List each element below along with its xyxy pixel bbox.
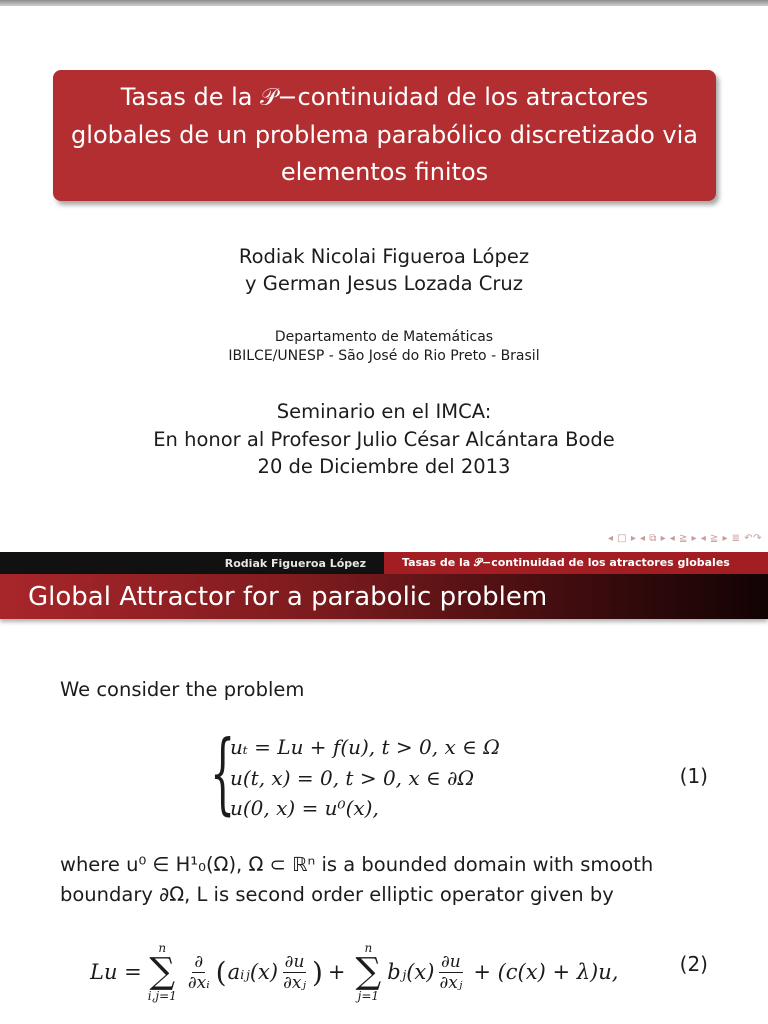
coefficient-a: aᵢⱼ(x) [227, 960, 279, 984]
fraction-numerator: ∂ [194, 951, 204, 972]
event-line: 20 de Diciembre del 2013 [257, 455, 511, 478]
title-line: globales de un problema parabólico discretizado via [71, 120, 698, 149]
sum-lower: i,j=1 [147, 989, 177, 1003]
header-author: Rodiak Figueroa López [0, 552, 384, 574]
sum-upper: n [364, 941, 373, 955]
header-short-title: Tasas de la 𝒫−continuidad de los atractores globales [384, 552, 768, 574]
fraction-denominator: ∂xᵢ [187, 972, 210, 993]
intro-text: We consider the problem [60, 678, 305, 701]
event-line: En honor al Profesor Julio César Alcántara Bode [153, 427, 615, 451]
sigma-symbol: ∑ [355, 951, 382, 992]
sum-upper: n [158, 941, 167, 955]
system-line: uₜ = Lu + f(u), t > 0, x ∈ Ω [230, 735, 500, 759]
fraction-denominator: ∂xⱼ [439, 972, 463, 993]
where-line: boundary ∂Ω, L is second order elliptic operator given by [60, 883, 614, 906]
open-paren: ( [215, 955, 227, 989]
plus-sign: + [327, 960, 346, 984]
top-border [0, 0, 768, 6]
summation-1 [148, 941, 177, 1003]
eq2-lhs: Lu = [90, 960, 142, 984]
du-fraction [437, 952, 464, 993]
system-line: u(0, x) = u⁰(x), [230, 796, 379, 820]
event-line: Seminario en el IMCA: [276, 400, 492, 423]
author-line: Rodiak Nicolai Figueroa López [238, 245, 530, 268]
partial-fraction [186, 952, 212, 993]
content-slide [0, 552, 768, 1024]
frame-title: Global Attractor for a parabolic problem [0, 574, 768, 619]
fraction-numerator: ∂u [441, 951, 461, 972]
title-box [53, 70, 716, 201]
equation-number-1: (1) [679, 764, 708, 788]
sum-lower: j=1 [357, 989, 380, 1003]
eq2-tail: + (c(x) + λ)u, [473, 960, 619, 984]
fraction-denominator: ∂xⱼ [283, 972, 306, 993]
equation-number-2: (2) [679, 952, 708, 976]
institute-line: Departamento de Matemáticas [274, 329, 494, 345]
event [0, 398, 768, 481]
beamer-navigation-symbols[interactable]: ◂ □ ▸ ◂ ⧉ ▸ ◂ ≧ ▸ ◂ ≧ ▸ ≣ ↶↷ [608, 533, 762, 544]
summation-2 [356, 941, 382, 1003]
system-line: u(t, x) = 0, t > 0, x ∈ ∂Ω [230, 765, 475, 790]
authors [0, 243, 768, 297]
du-fraction [281, 952, 308, 993]
close-paren: ) [311, 955, 323, 989]
system-lines [230, 732, 500, 824]
institute-line: IBILCE/UNESP - São José do Rio Preto - Brasil [228, 348, 540, 364]
where-text [60, 850, 653, 910]
coefficient-b: bⱼ(x) [387, 960, 435, 984]
operator-equation [90, 932, 618, 1012]
title-line: Tasas de la 𝒫−continuidad de los atractores [120, 83, 649, 112]
fraction-numerator: ∂u [284, 951, 305, 972]
equation-system [210, 721, 570, 832]
where-line: where u⁰ ∈ H¹₀(Ω), Ω ⊂ ℝⁿ is a bounded domain with smooth [60, 853, 654, 876]
header-bar [0, 552, 768, 574]
left-brace: { [210, 721, 236, 824]
sigma-symbol: ∑ [149, 951, 176, 992]
institute [0, 328, 768, 366]
presentation-title [61, 79, 708, 192]
title-line: elementos finitos [280, 158, 489, 187]
author-line: y German Jesus Lozada Cruz [244, 272, 524, 295]
